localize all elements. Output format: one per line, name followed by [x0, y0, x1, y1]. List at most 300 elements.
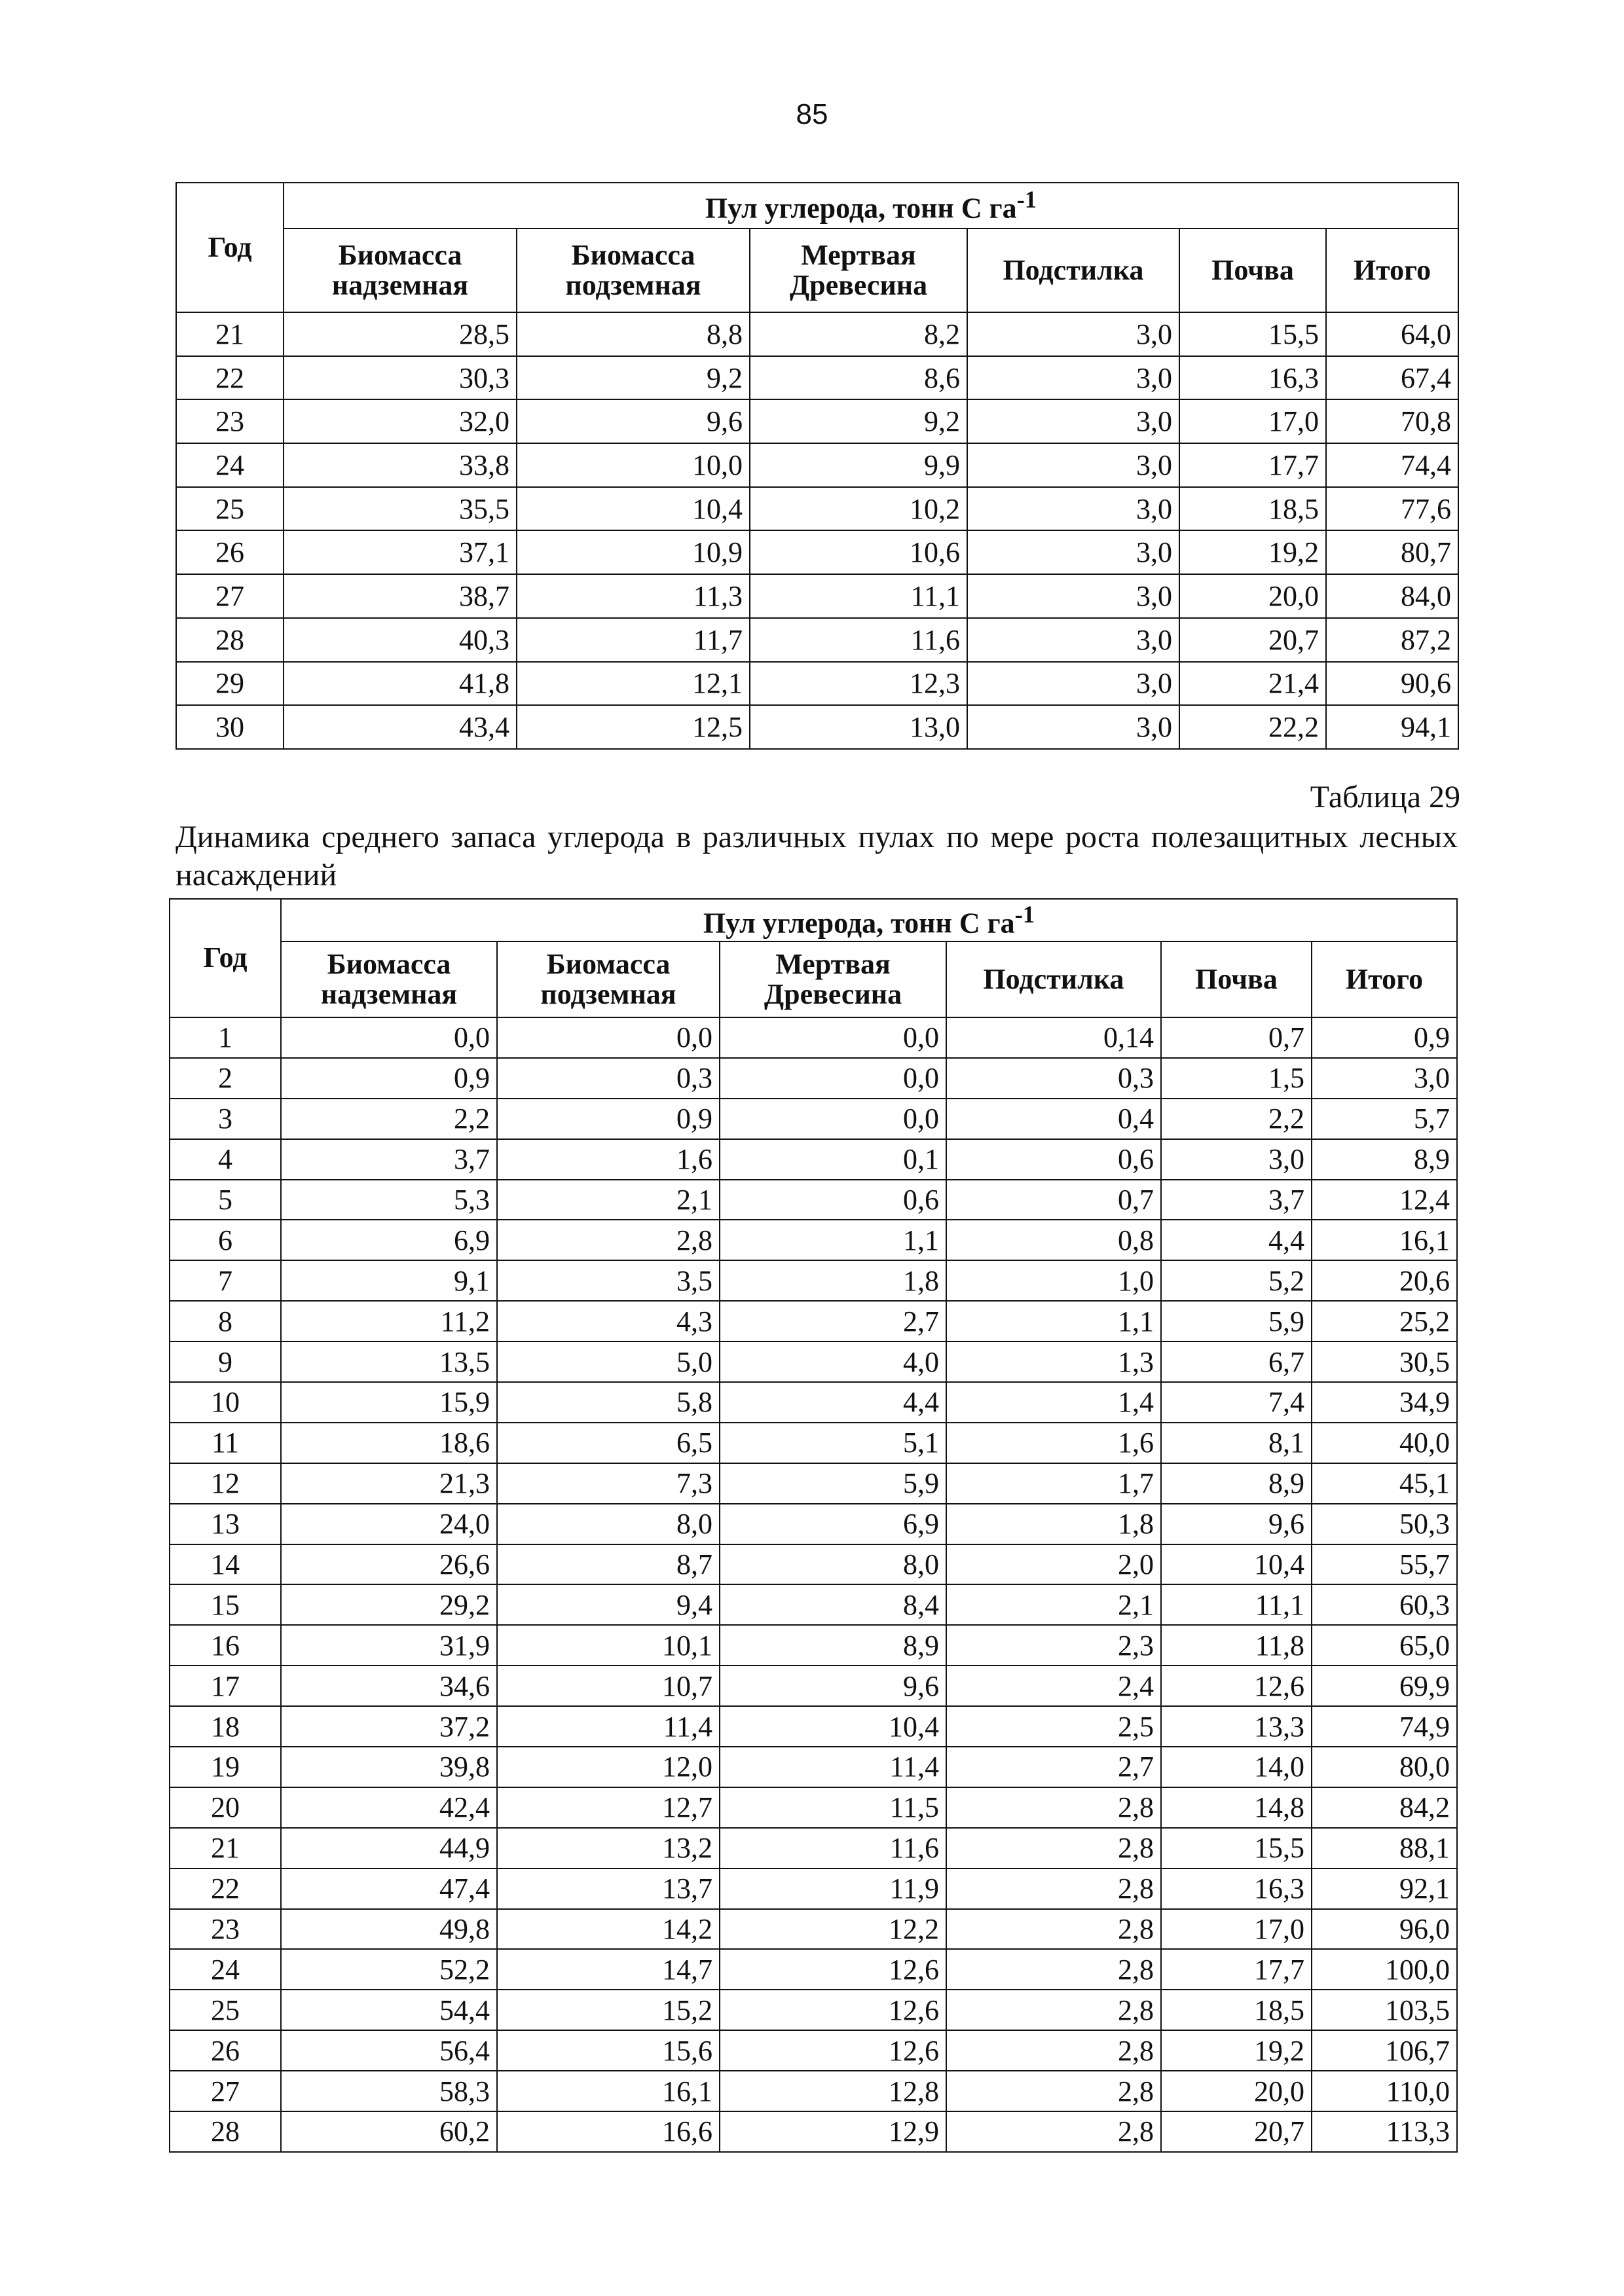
- table-body: [176, 312, 1458, 749]
- value-cell: 10,7: [497, 1666, 720, 1706]
- value-cell: 0,7: [946, 1180, 1161, 1220]
- year-cell: 26: [176, 530, 284, 574]
- year-cell: 11: [170, 1423, 281, 1463]
- table-row: [170, 1017, 1457, 1058]
- value-cell: 33,8: [284, 443, 517, 487]
- table-row: [170, 1180, 1457, 1220]
- value-cell: 3,7: [281, 1139, 497, 1180]
- value-cell: 2,8: [946, 1868, 1161, 1909]
- value-cell: 45,1: [1312, 1463, 1457, 1504]
- value-cell: 1,8: [720, 1260, 946, 1301]
- value-cell: 19,2: [1179, 530, 1326, 574]
- value-cell: 0,14: [946, 1017, 1161, 1058]
- value-cell: 2,8: [946, 1909, 1161, 1950]
- value-cell: 16,1: [1312, 1220, 1457, 1260]
- value-cell: 1,6: [497, 1139, 720, 1180]
- value-cell: 2,2: [1161, 1099, 1312, 1139]
- value-cell: 12,6: [1161, 1666, 1312, 1706]
- table-row: [170, 1058, 1457, 1099]
- carbon-pool-group-header: Пул углерода, тонн С $га^{-1}$: [281, 899, 1457, 941]
- value-cell: 9,1: [281, 1260, 497, 1301]
- table-row: [176, 487, 1458, 531]
- table-row: [176, 312, 1458, 356]
- value-cell: 8,8: [517, 312, 750, 356]
- table-row: [176, 530, 1458, 574]
- value-cell: 30,5: [1312, 1341, 1457, 1382]
- table-row: [176, 662, 1458, 706]
- value-cell: 0,3: [497, 1058, 720, 1099]
- value-cell: 69,9: [1312, 1666, 1457, 1706]
- value-cell: 34,6: [281, 1666, 497, 1706]
- value-cell: 47,4: [281, 1868, 497, 1909]
- value-cell: 8,0: [497, 1504, 720, 1544]
- value-cell: 37,1: [284, 530, 517, 574]
- table-row: [176, 618, 1458, 662]
- value-cell: 0,0: [720, 1099, 946, 1139]
- table-row: [170, 1382, 1457, 1423]
- value-cell: 3,0: [967, 662, 1179, 706]
- value-cell: 11,6: [720, 1828, 946, 1868]
- value-cell: 3,0: [967, 530, 1179, 574]
- value-cell: 110,0: [1312, 2071, 1457, 2111]
- value-cell: 12,3: [750, 662, 967, 706]
- value-cell: 10,4: [517, 487, 750, 531]
- value-cell: 14,8: [1161, 1787, 1312, 1828]
- value-cell: 3,0: [967, 443, 1179, 487]
- table-label: Таблица 29: [1310, 780, 1460, 814]
- value-cell: 18,5: [1179, 487, 1326, 531]
- value-cell: 0,9: [1312, 1017, 1457, 1058]
- value-cell: 9,2: [750, 399, 967, 443]
- value-cell: 6,9: [720, 1504, 946, 1544]
- year-cell: 6: [170, 1220, 281, 1260]
- value-cell: 40,3: [284, 618, 517, 662]
- value-cell: 10,9: [517, 530, 750, 574]
- value-cell: 37,2: [281, 1706, 497, 1747]
- value-cell: 4,3: [497, 1301, 720, 1341]
- column-header-aboveground-biomass: Биомасса надземная: [284, 228, 517, 312]
- year-cell: 22: [176, 356, 284, 400]
- value-cell: 1,6: [946, 1423, 1161, 1463]
- value-cell: 8,6: [750, 356, 967, 400]
- value-cell: 0,4: [946, 1099, 1161, 1139]
- carbon-pool-table-continued: [175, 182, 1459, 750]
- year-cell: 18: [170, 1706, 281, 1747]
- value-cell: 3,7: [1161, 1180, 1312, 1220]
- year-cell: 27: [170, 2071, 281, 2111]
- value-cell: 94,1: [1326, 705, 1458, 749]
- value-cell: 8,0: [720, 1544, 946, 1585]
- table-row: [170, 1260, 1457, 1301]
- value-cell: 84,0: [1326, 574, 1458, 618]
- value-cell: 1,1: [946, 1301, 1161, 1341]
- table-row: [170, 1747, 1457, 1787]
- value-cell: 60,3: [1312, 1584, 1457, 1625]
- value-cell: 2,1: [497, 1180, 720, 1220]
- value-cell: 5,8: [497, 1382, 720, 1423]
- table-row: [170, 2030, 1457, 2071]
- value-cell: 31,9: [281, 1625, 497, 1666]
- table-row: [170, 1544, 1457, 1585]
- value-cell: 19,2: [1161, 2030, 1312, 2071]
- value-cell: 67,4: [1326, 356, 1458, 400]
- value-cell: 50,3: [1312, 1504, 1457, 1544]
- value-cell: 2,0: [946, 1544, 1161, 1585]
- value-cell: 88,1: [1312, 1828, 1457, 1868]
- table-row: [176, 443, 1458, 487]
- year-cell: 12: [170, 1463, 281, 1504]
- table-row: [170, 1139, 1457, 1180]
- year-cell: 16: [170, 1625, 281, 1666]
- value-cell: 24,0: [281, 1504, 497, 1544]
- value-cell: 4,4: [720, 1382, 946, 1423]
- year-cell: 22: [170, 1868, 281, 1909]
- value-cell: 39,8: [281, 1747, 497, 1787]
- value-cell: 10,6: [750, 530, 967, 574]
- column-header-dead-wood: Мертвая Древесина: [720, 941, 946, 1017]
- value-cell: 0,0: [281, 1017, 497, 1058]
- year-header: Год: [176, 183, 284, 312]
- value-cell: 13,0: [750, 705, 967, 749]
- table-row: [170, 1341, 1457, 1382]
- value-cell: 103,5: [1312, 1990, 1457, 2030]
- year-cell: 21: [176, 312, 284, 356]
- year-cell: 30: [176, 705, 284, 749]
- value-cell: 12,6: [720, 1990, 946, 2030]
- value-cell: 15,6: [497, 2030, 720, 2071]
- value-cell: 29,2: [281, 1584, 497, 1625]
- value-cell: 5,9: [720, 1463, 946, 1504]
- table-row: [170, 1504, 1457, 1544]
- value-cell: 8,9: [720, 1625, 946, 1666]
- table-row: [170, 1868, 1457, 1909]
- column-header-litter: Подстилка: [967, 228, 1179, 312]
- value-cell: 8,1: [1161, 1423, 1312, 1463]
- value-cell: 12,6: [720, 1949, 946, 1990]
- value-cell: 41,8: [284, 662, 517, 706]
- value-cell: 0,0: [720, 1017, 946, 1058]
- table-row: [176, 399, 1458, 443]
- value-cell: 11,8: [1161, 1625, 1312, 1666]
- year-cell: 2: [170, 1058, 281, 1099]
- value-cell: 0,7: [1161, 1017, 1312, 1058]
- value-cell: 12,2: [720, 1909, 946, 1950]
- value-cell: 106,7: [1312, 2030, 1457, 2071]
- value-cell: 2,2: [281, 1099, 497, 1139]
- year-cell: 23: [176, 399, 284, 443]
- table-row: [170, 1828, 1457, 1868]
- value-cell: 21,4: [1179, 662, 1326, 706]
- column-header-litter: Подстилка: [946, 941, 1161, 1017]
- value-cell: 2,8: [946, 1990, 1161, 2030]
- year-cell: 29: [176, 662, 284, 706]
- carbon-pool-table-29: [169, 898, 1458, 2153]
- table-row: [170, 1990, 1457, 2030]
- value-cell: 20,0: [1179, 574, 1326, 618]
- value-cell: 12,6: [720, 2030, 946, 2071]
- value-cell: 17,0: [1161, 1909, 1312, 1950]
- value-cell: 13,7: [497, 1868, 720, 1909]
- value-cell: 15,5: [1161, 1828, 1312, 1868]
- value-cell: 11,1: [1161, 1584, 1312, 1625]
- column-header-total: Итого: [1326, 228, 1458, 312]
- table-title: Динамика среднего запаса углерода в различных пулах по мере роста полезащитных лесных насаждений: [175, 820, 1458, 892]
- value-cell: 9,2: [517, 356, 750, 400]
- value-cell: 2,8: [497, 1220, 720, 1260]
- carbon-pool-group-header: Пул углерода, тонн С $га^{-1}$: [284, 183, 1458, 228]
- value-cell: 1,5: [1161, 1058, 1312, 1099]
- value-cell: 3,0: [967, 399, 1179, 443]
- value-cell: 2,4: [946, 1666, 1161, 1706]
- value-cell: 3,0: [967, 705, 1179, 749]
- year-cell: 27: [176, 574, 284, 618]
- value-cell: 9,6: [720, 1666, 946, 1706]
- value-cell: 0,8: [946, 1220, 1161, 1260]
- table-row: [170, 1949, 1457, 1990]
- value-cell: 4,4: [1161, 1220, 1312, 1260]
- year-cell: 24: [176, 443, 284, 487]
- table-row: [170, 1625, 1457, 1666]
- page-number: 85: [796, 98, 828, 130]
- value-cell: 11,4: [497, 1706, 720, 1747]
- value-cell: 1,3: [946, 1341, 1161, 1382]
- value-cell: 3,0: [967, 618, 1179, 662]
- value-cell: 77,6: [1326, 487, 1458, 531]
- value-cell: 11,7: [517, 618, 750, 662]
- value-cell: 2,8: [946, 1787, 1161, 1828]
- value-cell: 13,5: [281, 1341, 497, 1382]
- value-cell: 0,9: [497, 1099, 720, 1139]
- value-cell: 8,9: [1312, 1139, 1457, 1180]
- value-cell: 2,7: [946, 1747, 1161, 1787]
- value-cell: 34,9: [1312, 1382, 1457, 1423]
- value-cell: 32,0: [284, 399, 517, 443]
- value-cell: 55,7: [1312, 1544, 1457, 1585]
- value-cell: 16,1: [497, 2071, 720, 2111]
- value-cell: 20,7: [1161, 2111, 1312, 2152]
- value-cell: 5,7: [1312, 1099, 1457, 1139]
- year-cell: 1: [170, 1017, 281, 1058]
- table-row: [176, 574, 1458, 618]
- value-cell: 65,0: [1312, 1625, 1457, 1666]
- value-cell: 74,4: [1326, 443, 1458, 487]
- value-cell: 28,5: [284, 312, 517, 356]
- year-cell: 14: [170, 1544, 281, 1585]
- year-cell: 21: [170, 1828, 281, 1868]
- value-cell: 6,5: [497, 1423, 720, 1463]
- year-cell: 28: [176, 618, 284, 662]
- value-cell: 5,2: [1161, 1260, 1312, 1301]
- value-cell: 1,7: [946, 1463, 1161, 1504]
- value-cell: 2,8: [946, 1949, 1161, 1990]
- value-cell: 14,0: [1161, 1747, 1312, 1787]
- value-cell: 2,7: [720, 1301, 946, 1341]
- table-body: [170, 1017, 1457, 2152]
- value-cell: 0,0: [720, 1058, 946, 1099]
- table-row: [170, 1666, 1457, 1706]
- table-row: [170, 2071, 1457, 2111]
- value-cell: 80,7: [1326, 530, 1458, 574]
- value-cell: 5,1: [720, 1423, 946, 1463]
- value-cell: 3,0: [967, 312, 1179, 356]
- value-cell: 11,4: [720, 1747, 946, 1787]
- value-cell: 56,4: [281, 2030, 497, 2071]
- table-row: [170, 1220, 1457, 1260]
- value-cell: 49,8: [281, 1909, 497, 1950]
- value-cell: 11,6: [750, 618, 967, 662]
- value-cell: 15,5: [1179, 312, 1326, 356]
- value-cell: 15,2: [497, 1990, 720, 2030]
- value-cell: 84,2: [1312, 1787, 1457, 1828]
- value-cell: 9,6: [1161, 1504, 1312, 1544]
- value-cell: 96,0: [1312, 1909, 1457, 1950]
- value-cell: 0,3: [946, 1058, 1161, 1099]
- value-cell: 16,6: [497, 2111, 720, 2152]
- value-cell: 10,1: [497, 1625, 720, 1666]
- value-cell: 2,8: [946, 2111, 1161, 2152]
- table-row: [170, 1909, 1457, 1950]
- value-cell: 11,5: [720, 1787, 946, 1828]
- column-header-soil: Почва: [1179, 228, 1326, 312]
- value-cell: 10,2: [750, 487, 967, 531]
- value-cell: 30,3: [284, 356, 517, 400]
- value-cell: 70,8: [1326, 399, 1458, 443]
- value-cell: 14,7: [497, 1949, 720, 1990]
- table-row: [170, 1787, 1457, 1828]
- table-row: [176, 356, 1458, 400]
- value-cell: 0,6: [720, 1180, 946, 1220]
- value-cell: 74,9: [1312, 1706, 1457, 1747]
- year-cell: 24: [170, 1949, 281, 1990]
- value-cell: 16,3: [1161, 1868, 1312, 1909]
- value-cell: 12,1: [517, 662, 750, 706]
- value-cell: 1,1: [720, 1220, 946, 1260]
- column-header-dead-wood: Мертвая Древесина: [750, 228, 967, 312]
- year-cell: 9: [170, 1341, 281, 1382]
- value-cell: 43,4: [284, 705, 517, 749]
- value-cell: 3,5: [497, 1260, 720, 1301]
- value-cell: 8,2: [750, 312, 967, 356]
- value-cell: 11,1: [750, 574, 967, 618]
- value-cell: 5,3: [281, 1180, 497, 1220]
- column-header-total: Итого: [1312, 941, 1457, 1017]
- column-header-aboveground-biomass: Биомасса надземная: [281, 941, 497, 1017]
- value-cell: 21,3: [281, 1463, 497, 1504]
- value-cell: 25,2: [1312, 1301, 1457, 1341]
- value-cell: 44,9: [281, 1828, 497, 1868]
- value-cell: 0,1: [720, 1139, 946, 1180]
- value-cell: 3,0: [1161, 1139, 1312, 1180]
- value-cell: 38,7: [284, 574, 517, 618]
- value-cell: 35,5: [284, 487, 517, 531]
- value-cell: 12,0: [497, 1747, 720, 1787]
- value-cell: 113,3: [1312, 2111, 1457, 2152]
- value-cell: 12,5: [517, 705, 750, 749]
- value-cell: 40,0: [1312, 1423, 1457, 1463]
- value-cell: 13,3: [1161, 1706, 1312, 1747]
- column-header-belowground-biomass: Биомасса подземная: [497, 941, 720, 1017]
- value-cell: 3,0: [967, 487, 1179, 531]
- value-cell: 20,7: [1179, 618, 1326, 662]
- value-cell: 10,4: [1161, 1544, 1312, 1585]
- value-cell: 42,4: [281, 1787, 497, 1828]
- value-cell: 3,0: [967, 356, 1179, 400]
- year-cell: 10: [170, 1382, 281, 1423]
- value-cell: 52,2: [281, 1949, 497, 1990]
- value-cell: 92,1: [1312, 1868, 1457, 1909]
- year-cell: 19: [170, 1747, 281, 1787]
- value-cell: 90,6: [1326, 662, 1458, 706]
- value-cell: 20,6: [1312, 1260, 1457, 1301]
- value-cell: 10,4: [720, 1706, 946, 1747]
- year-cell: 13: [170, 1504, 281, 1544]
- year-cell: 17: [170, 1666, 281, 1706]
- year-cell: 28: [170, 2111, 281, 2152]
- value-cell: 14,2: [497, 1909, 720, 1950]
- table-row: [170, 1423, 1457, 1463]
- value-cell: 18,5: [1161, 1990, 1312, 2030]
- table-row: [170, 1301, 1457, 1341]
- value-cell: 2,8: [946, 2030, 1161, 2071]
- value-cell: 1,4: [946, 1382, 1161, 1423]
- value-cell: 7,3: [497, 1463, 720, 1504]
- value-cell: 2,3: [946, 1625, 1161, 1666]
- value-cell: 11,9: [720, 1868, 946, 1909]
- year-cell: 3: [170, 1099, 281, 1139]
- value-cell: 3,0: [967, 574, 1179, 618]
- value-cell: 17,7: [1161, 1949, 1312, 1990]
- value-cell: 9,4: [497, 1584, 720, 1625]
- value-cell: 1,8: [946, 1504, 1161, 1544]
- value-cell: 9,9: [750, 443, 967, 487]
- value-cell: 12,4: [1312, 1180, 1457, 1220]
- value-cell: 6,9: [281, 1220, 497, 1260]
- value-cell: 8,7: [497, 1544, 720, 1585]
- value-cell: 12,7: [497, 1787, 720, 1828]
- value-cell: 8,9: [1161, 1463, 1312, 1504]
- value-cell: 58,3: [281, 2071, 497, 2111]
- value-cell: 2,8: [946, 2071, 1161, 2111]
- value-cell: 17,0: [1179, 399, 1326, 443]
- year-cell: 23: [170, 1909, 281, 1950]
- value-cell: 11,2: [281, 1301, 497, 1341]
- value-cell: 0,0: [497, 1017, 720, 1058]
- value-cell: 16,3: [1179, 356, 1326, 400]
- year-header: Год: [170, 899, 281, 1017]
- year-cell: 8: [170, 1301, 281, 1341]
- table-row: [170, 1463, 1457, 1504]
- value-cell: 9,6: [517, 399, 750, 443]
- value-cell: 12,9: [720, 2111, 946, 2152]
- year-cell: 7: [170, 1260, 281, 1301]
- value-cell: 13,2: [497, 1828, 720, 1868]
- value-cell: 0,9: [281, 1058, 497, 1099]
- value-cell: 7,4: [1161, 1382, 1312, 1423]
- value-cell: 10,0: [517, 443, 750, 487]
- table-row: [170, 1584, 1457, 1625]
- column-header-belowground-biomass: Биомасса подземная: [517, 228, 750, 312]
- value-cell: 6,7: [1161, 1341, 1312, 1382]
- value-cell: 11,3: [517, 574, 750, 618]
- value-cell: 15,9: [281, 1382, 497, 1423]
- value-cell: 4,0: [720, 1341, 946, 1382]
- value-cell: 0,6: [946, 1139, 1161, 1180]
- value-cell: 2,5: [946, 1706, 1161, 1747]
- year-cell: 5: [170, 1180, 281, 1220]
- table-row: [170, 1706, 1457, 1747]
- value-cell: 3,0: [1312, 1058, 1457, 1099]
- year-cell: 26: [170, 2030, 281, 2071]
